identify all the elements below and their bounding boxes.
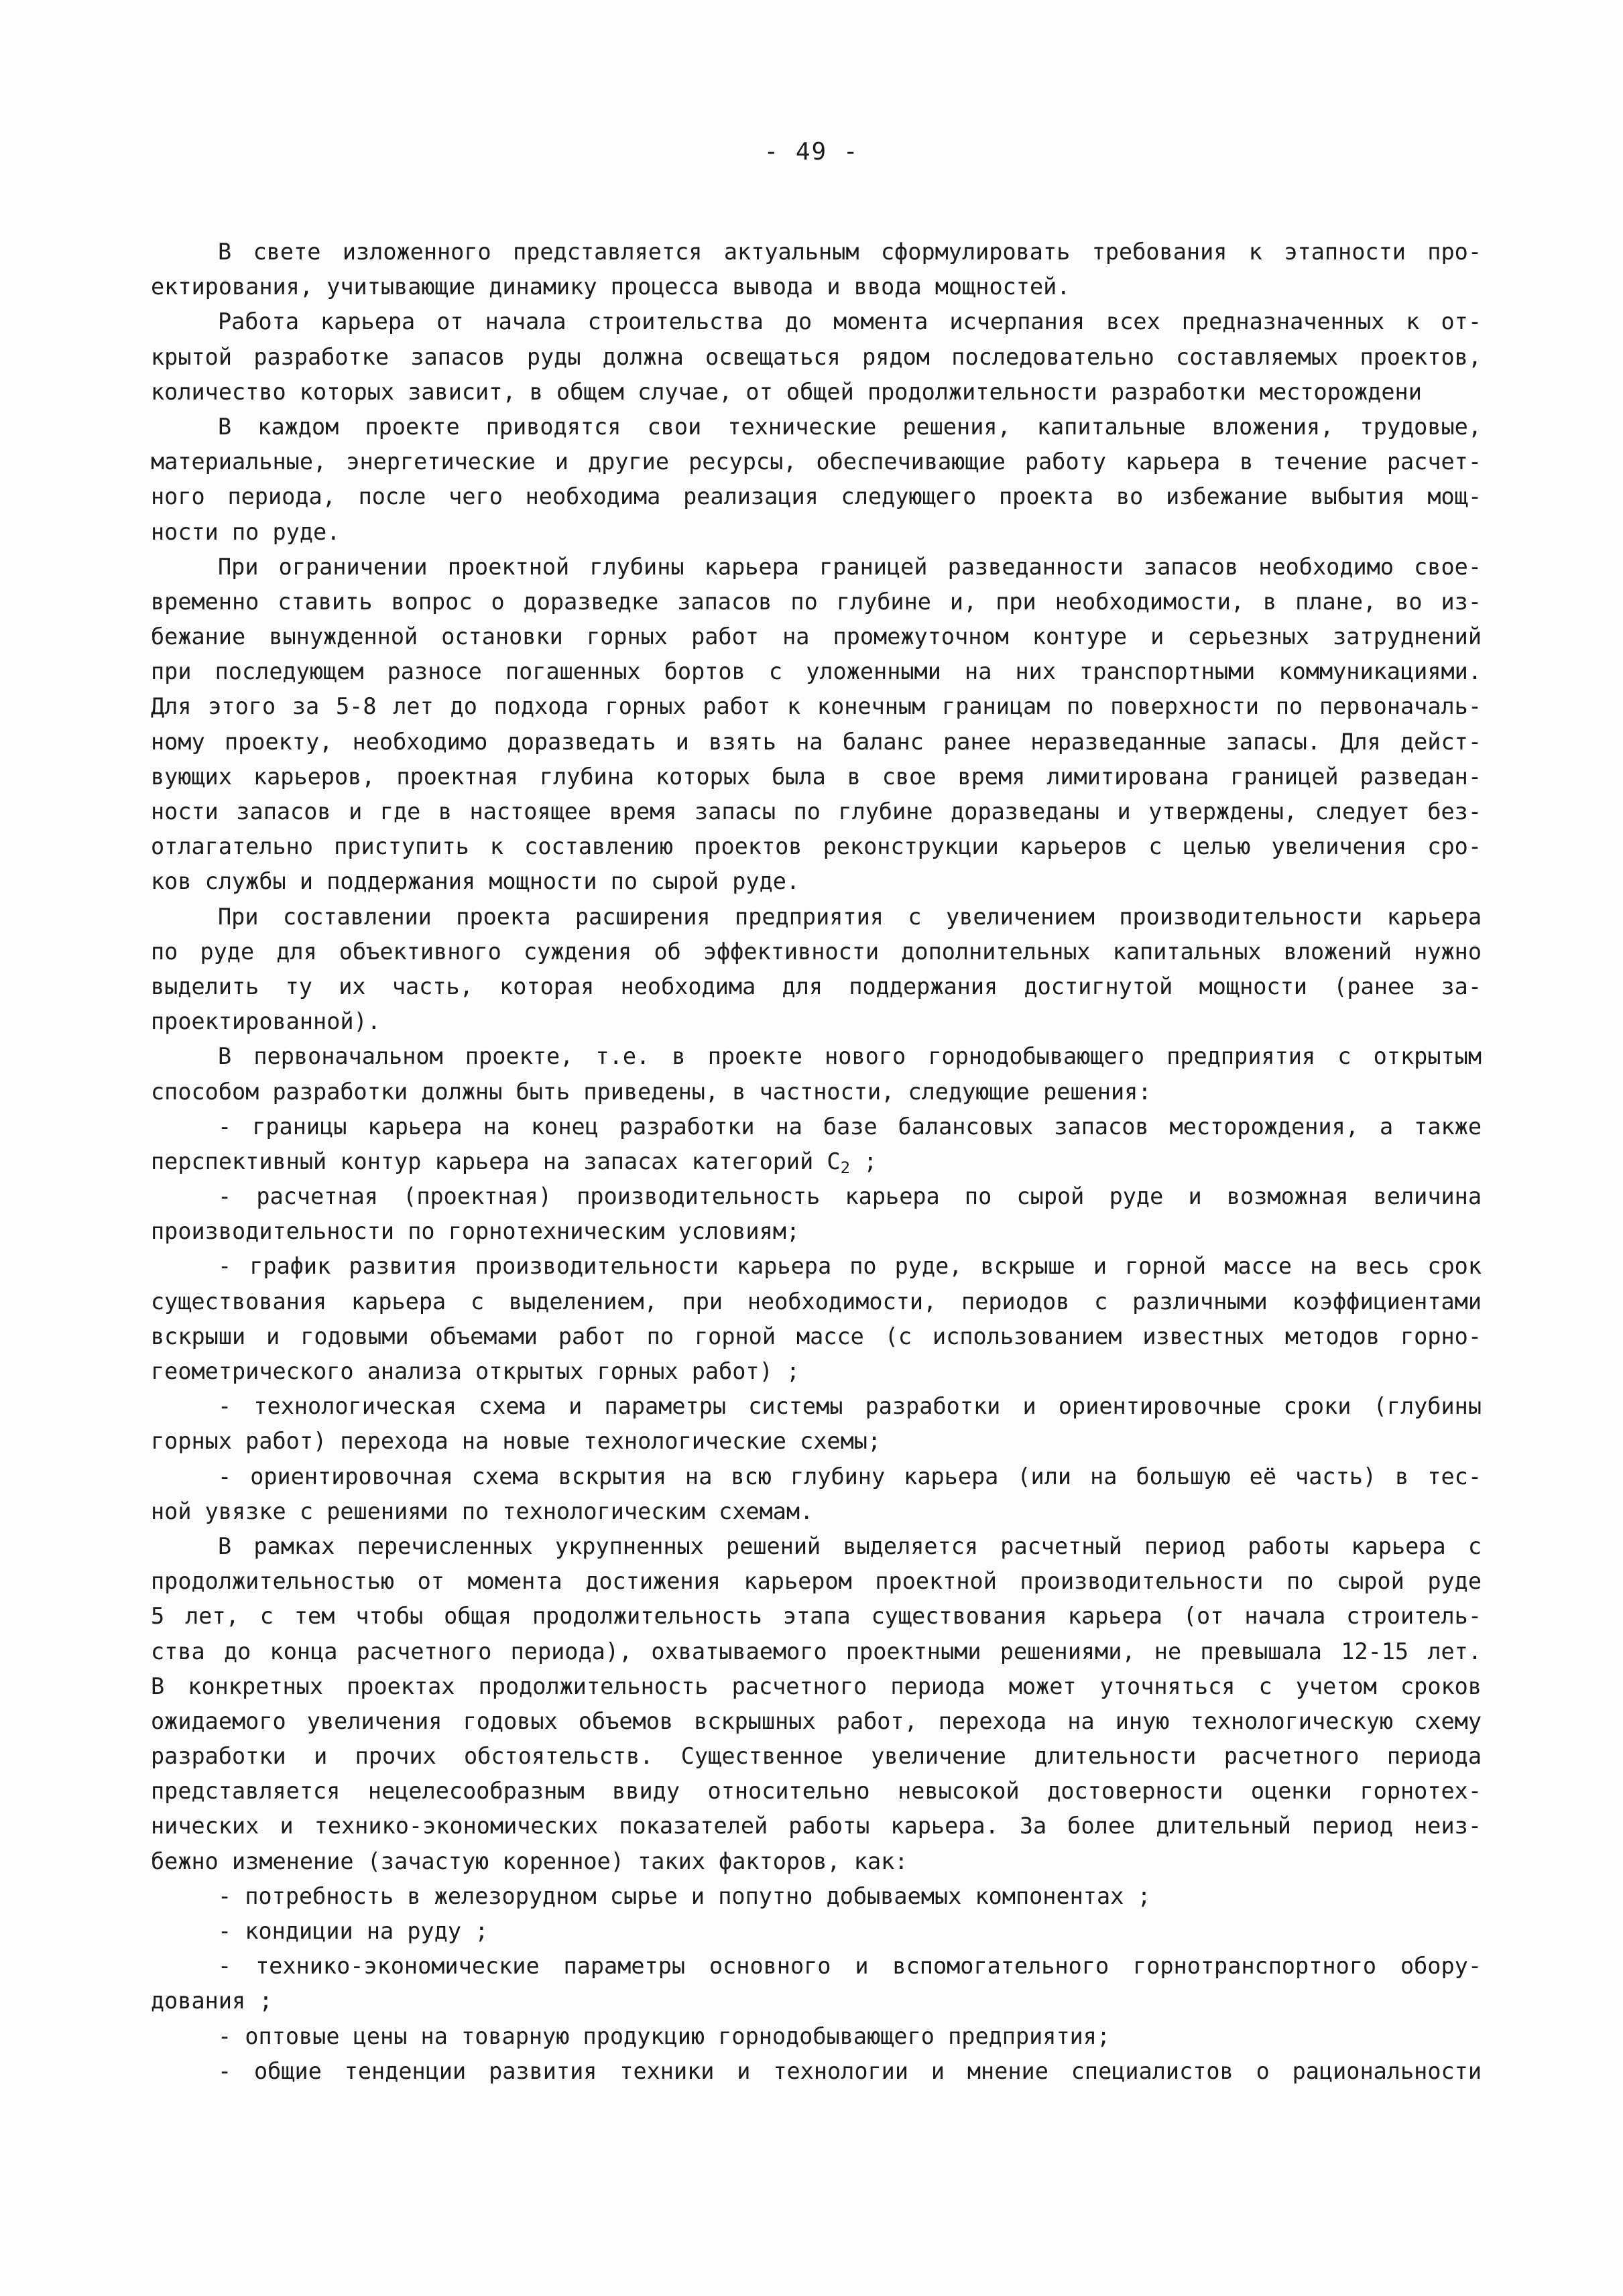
text-line	[151, 689, 1482, 724]
text-line	[151, 1494, 1482, 1529]
text-line-content: производительности по горнотехническим условиям;	[151, 1218, 800, 1245]
paragraph	[151, 410, 1482, 550]
text-line-content: ной увязке с решениями по технологическим схемам.	[151, 1498, 814, 1524]
text-line-content: по руде для объективного суждения об эффективности дополнительных капитальных вложений нужно	[151, 938, 1482, 965]
text-line-content: дования ;	[151, 1988, 273, 2014]
page-number: - 49 -	[764, 138, 859, 166]
text-line	[151, 1844, 1482, 1879]
text-line	[151, 794, 1482, 829]
text-line	[151, 1214, 1482, 1249]
text-line	[151, 1039, 1482, 1074]
text-line-content: при последующем разносе погашенных бортов с уложенными на них транспортными коммуникациями.	[151, 658, 1482, 685]
text-line-content: - технико-экономические параметры основного и вспомогательного горнотранспортного обору-	[218, 1953, 1482, 1980]
text-line	[151, 2019, 1482, 2054]
text-line-content: В свете изложенного представляется актуальным сформулировать требования к этапности про-	[218, 239, 1482, 265]
text-line-content: количество которых зависит, в общем случае, от общей продолжительности разработки месторождени	[151, 378, 1422, 405]
text-line	[151, 829, 1482, 864]
text-line	[151, 479, 1482, 514]
text-line	[151, 1284, 1482, 1319]
text-line-content: Для этого за 5-8 лет до подхода горных работ к конечным границам по поверхности по первоначаль-	[151, 693, 1482, 720]
paragraph	[151, 1389, 1482, 1459]
text-line	[151, 619, 1482, 654]
text-line	[151, 1984, 1482, 2018]
text-line-content: ства до конца расчетного периода), охватываемого проектными решениями, не превышала 12-15 лет.	[151, 1638, 1482, 1665]
text-line	[151, 1949, 1482, 1984]
text-line-content: отлагательно приступить к составлению проектов реконструкции карьеров с целью увеличения сро-	[151, 833, 1482, 860]
paragraph	[151, 1179, 1482, 1249]
paragraph	[151, 1109, 1482, 1179]
paragraph	[151, 235, 1482, 304]
paragraph	[151, 1459, 1482, 1529]
text-line-content: ного периода, после чего необходима реализация следующего проекта во избежание выбытия мощ-	[151, 483, 1482, 510]
paragraph	[151, 1039, 1482, 1109]
text-line	[151, 1809, 1482, 1844]
text-line-content: - общие тенденции развития техники и технологии и мнение специалистов о рациональности	[218, 2057, 1482, 2084]
paragraph	[151, 1529, 1482, 1879]
text-line-content: При ограничении проектной глубины карьера границей разведанности запасов необходимо свое-	[218, 553, 1482, 580]
text-line-content: горных работ) перехода на новые технологические схемы;	[151, 1428, 882, 1455]
text-line	[151, 1319, 1482, 1354]
text-line	[151, 1075, 1482, 1109]
text-line	[151, 864, 1482, 899]
text-line	[151, 1599, 1482, 1634]
text-line	[151, 969, 1482, 1004]
text-line-content: представляется нецелесообразным ввиду относительно невысокой достоверности оценки горнотех-	[151, 1778, 1482, 1805]
text-line-content: - график развития производительности карьера по руде, вскрыше и горной массе на весь срок	[218, 1253, 1482, 1280]
text-line-content: - ориентировочная схема вскрытия на всю глубину карьера (или на большую её часть) в тес-	[218, 1463, 1482, 1490]
text-line	[151, 1879, 1482, 1914]
text-line-content: продолжительностью от момента достижения карьером проектной производительности по сырой руде	[151, 1568, 1482, 1595]
body-text	[151, 235, 1482, 2089]
text-line-content: ному проекту, необходимо доразведать и взять на баланс ранее неразведанные запасы. Для дейст-	[151, 728, 1482, 755]
text-line	[151, 654, 1482, 689]
text-line	[151, 760, 1482, 794]
text-line	[151, 550, 1482, 585]
paragraph	[151, 550, 1482, 900]
text-line	[151, 1914, 1482, 1949]
paragraph	[151, 1879, 1482, 1914]
text-line-content: бежно изменение (зачастую коренное) таких факторов, как:	[151, 1848, 908, 1874]
text-line	[151, 585, 1482, 619]
text-line	[151, 1529, 1482, 1564]
text-line	[151, 304, 1482, 339]
paragraph	[151, 1249, 1482, 1389]
text-line-content: перспективный контур карьера на запасах категорий C	[151, 1148, 841, 1174]
text-line-content: Работа карьера от начала строительства до момента исчерпания всех предназначенных к от-	[218, 308, 1482, 335]
paragraph	[151, 2019, 1482, 2054]
text-line-content: геометрического анализа открытых горных работ) ;	[151, 1358, 800, 1384]
text-line	[151, 1389, 1482, 1424]
text-line-content: 5 лет, с тем чтобы общая продолжительность этапа существования карьера (от начала строитель-	[151, 1603, 1482, 1630]
paragraph	[151, 1914, 1482, 1949]
text-line	[151, 1739, 1482, 1774]
text-line	[151, 1459, 1482, 1494]
text-line-content: проектированной).	[151, 1008, 381, 1035]
subscript-trailing: ;	[850, 1148, 878, 1174]
text-line-content: - технологическая схема и параметры системы разработки и ориентировочные сроки (глубины	[218, 1393, 1482, 1420]
text-line	[151, 1179, 1482, 1214]
subscript: 2	[840, 1158, 851, 1177]
paragraph	[151, 304, 1482, 410]
text-line-content: В каждом проекте приводятся свои технические решения, капитальные вложения, трудовые,	[218, 413, 1482, 440]
text-line	[151, 340, 1482, 375]
text-line-content: - расчетная (проектная) производительность карьера по сырой руде и возможная величина	[218, 1183, 1482, 1210]
text-line-content: В первоначальном проекте, т.е. в проекте нового горнодобывающего предприятия с открытым	[218, 1043, 1482, 1070]
text-line	[151, 1774, 1482, 1809]
text-line	[151, 1634, 1482, 1669]
text-line	[151, 1424, 1482, 1459]
text-line	[151, 1669, 1482, 1704]
text-line-content: нических и технико-экономических показателей работы карьера. За более длительный период неиз-	[151, 1813, 1482, 1839]
text-line	[151, 515, 1482, 550]
text-line	[151, 1109, 1482, 1144]
text-line-content: При составлении проекта расширения предприятия с увеличением производительности карьера	[218, 903, 1482, 930]
text-line	[151, 1704, 1482, 1739]
text-line-content: - оптовые цены на товарную продукцию горнодобывающего предприятия;	[218, 2022, 1111, 2049]
text-line	[151, 1564, 1482, 1599]
text-line	[151, 1354, 1482, 1389]
text-line-content: существования карьера с выделением, при необходимости, периодов с различными коэффициентами	[151, 1288, 1482, 1315]
paragraph	[151, 1949, 1482, 2018]
text-line-content: В рамках перечисленных укрупненных решений выделяется расчетный период работы карьера с	[218, 1532, 1482, 1559]
text-line	[151, 269, 1482, 304]
text-line-content: ности по руде.	[151, 518, 341, 545]
text-line-content: ности запасов и где в настоящее время запасы по глубине доразведаны и утверждены, следует без-	[151, 798, 1482, 825]
text-line	[151, 1004, 1482, 1039]
text-line-content: ектирования, учитывающие динамику процесса вывода и ввода мощностей.	[151, 274, 1071, 300]
text-line-content: временно ставить вопрос о доразведке запасов по глубине и, при необходимости, в плане, во из-	[151, 588, 1482, 615]
text-line	[151, 934, 1482, 969]
text-line	[151, 444, 1482, 479]
text-line-content: - границы карьера на конец разработки на базе балансовых запасов месторождения, а также	[218, 1113, 1482, 1140]
text-line	[151, 1249, 1482, 1284]
text-line-content: материальные, энергетические и другие ресурсы, обеспечивающие работу карьера в течение расчет-	[151, 448, 1482, 475]
text-line-content: - кондиции на руду ;	[218, 1918, 489, 1944]
text-line	[151, 900, 1482, 934]
text-line-content: выделить ту их часть, которая необходима для поддержания достигнутой мощности (ранее за-	[151, 973, 1482, 1000]
text-line	[151, 1144, 1482, 1179]
text-line	[151, 410, 1482, 444]
text-line-content: вующих карьеров, проектная глубина которых была в свое время лимитирована границей разведан-	[151, 763, 1482, 790]
text-line-content: крытой разработке запасов руды должна освещаться рядом последовательно составляемых проектов,	[151, 343, 1482, 370]
text-line-content: ков службы и поддержания мощности по сырой руде.	[151, 868, 800, 895]
text-line	[151, 235, 1482, 269]
text-line-content: - потребность в железорудном сырье и попутно добываемых компонентах ;	[218, 1882, 1151, 1909]
text-line-content: ожидаемого увеличения годовых объемов вскрышных работ, перехода на иную технологическую схему	[151, 1707, 1482, 1734]
paragraph	[151, 900, 1482, 1040]
text-line	[151, 375, 1482, 410]
paragraph	[151, 2054, 1482, 2089]
text-line	[151, 2054, 1482, 2089]
text-line-content: вскрыши и годовыми объемами работ по горной массе (с использованием известных методов горно-	[151, 1323, 1482, 1349]
text-line-content: разработки и прочих обстоятельств. Существенное увеличение длительности расчетного периода	[151, 1743, 1482, 1770]
text-line	[151, 725, 1482, 760]
text-line-content: способом разработки должны быть приведены, в частности, следующие решения:	[151, 1078, 1152, 1105]
text-line-content: бежание вынужденной остановки горных работ на промежуточном контуре и серьезных затруднений	[151, 623, 1482, 650]
text-line-content: В конкретных проектах продолжительность расчетного периода может уточняться с учетом сроков	[151, 1673, 1482, 1699]
